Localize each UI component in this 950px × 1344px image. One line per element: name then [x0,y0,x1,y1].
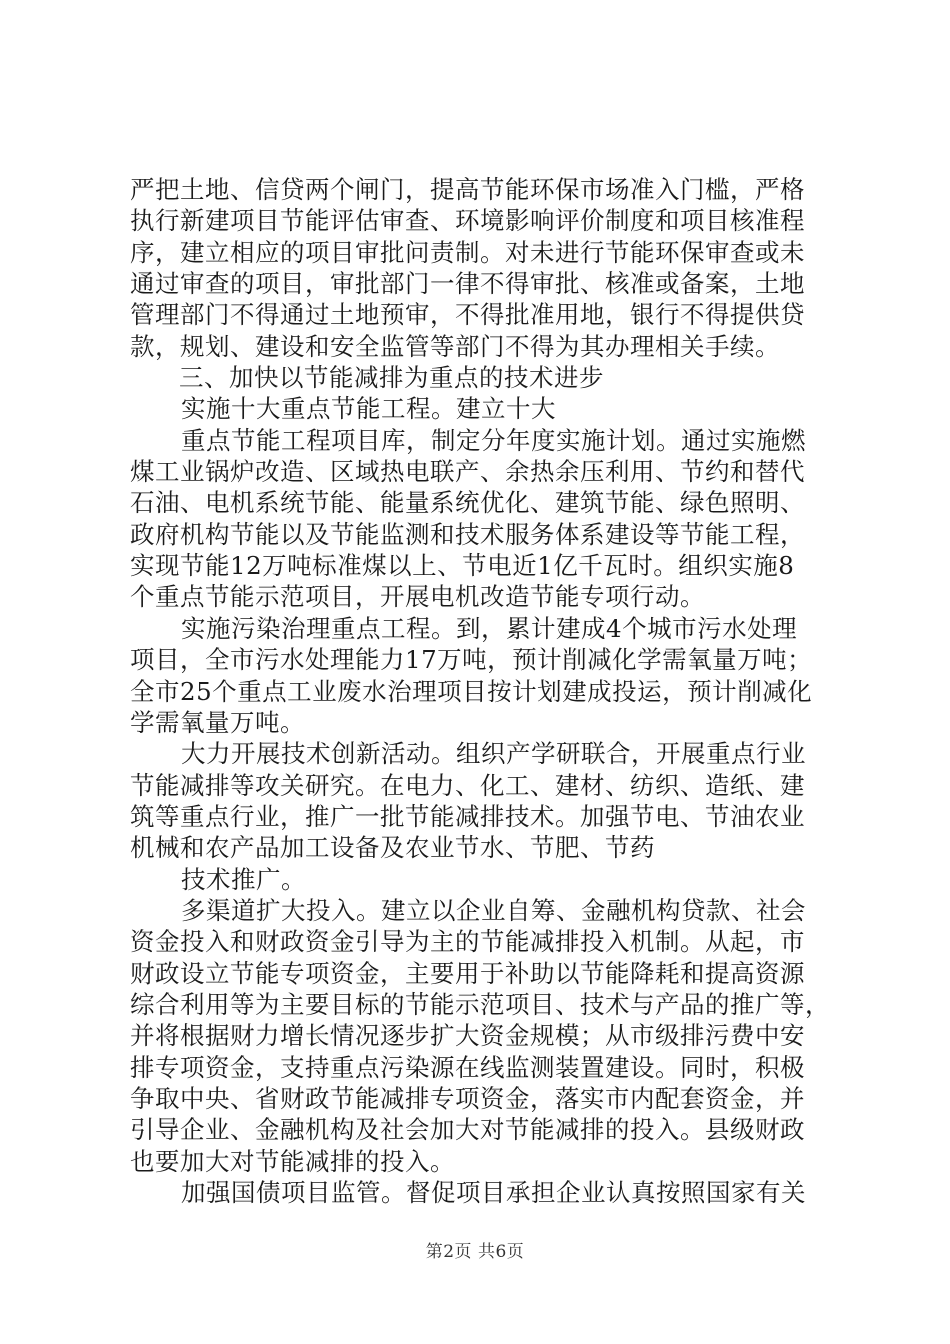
text-line: 实现节能12万吨标准煤以上、节电近1亿千瓦时。组织实施8 [130,551,795,581]
page-footer: 第2页 共6页 [425,1242,525,1262]
text-line: 多渠道扩大投入。建立以企业自筹、金融机构贷款、社会 [181,895,806,925]
text-line: 争取中央、省财政节能减排专项资金，落实市内配套资金，并 [130,1083,805,1113]
text-line: 筑等重点行业，推广一批节能减排技术。加强节电、节油农业 [130,801,805,831]
text-line: 煤工业锅炉改造、区域热电联产、余热余压利用、节约和替代 [130,457,805,487]
text-line: 也要加大对节能减排的投入。 [130,1146,455,1176]
text-line: 财政设立节能专项资金，主要用于补助以节能降耗和提高资源 [130,958,805,988]
text-line: 实施污染治理重点工程。到，累计建成4个城市污水处理 [181,613,798,643]
text-line: 机械和农产品加工设备及农业节水、节肥、节药 [130,833,655,863]
document-body [130,174,830,1208]
text-line: 个重点节能示范项目，开展电机改造节能专项行动。 [130,582,705,612]
text-line: 学需氧量万吨。 [130,707,305,737]
text-line: 实施十大重点节能工程。建立十大 [181,394,556,424]
text-line: 技术推广。 [181,864,306,894]
text-line: 引导企业、金融机构及社会加大对节能减排的投入。县级财政 [130,1115,805,1145]
text-line: 石油、电机系统节能、能量系统优化、建筑节能、绿色照明、 [130,488,805,518]
text-line: 执行新建项目节能评估审查、环境影响评价制度和项目核准程 [130,206,805,236]
text-line: 大力开展技术创新活动。组织产学研联合，开展重点行业 [181,739,806,769]
text-line: 资金投入和财政资金引导为主的节能减排投入机制。从起，市 [130,927,805,957]
text-line: 序，建立相应的项目审批问责制。对未进行节能环保审查或未 [130,237,805,267]
text-line: 并将根据财力增长情况逐步扩大资金规模；从市级排污费中安 [130,1021,805,1051]
text-line: 款，规划、建设和安全监管等部门不得为其办理相关手续。 [130,331,780,361]
text-line: 排专项资金，支持重点污染源在线监测装置建设。同时，积极 [130,1052,805,1082]
text-line: 加强国债项目监管。督促项目承担企业认真按照国家有关 [181,1178,806,1207]
text-line: 管理部门不得通过土地预审，不得批准用地，银行不得提供贷 [130,300,805,330]
text-line: 项目，全市污水处理能力17万吨，预计削减化学需氧量万吨； [130,645,813,675]
text-line: 重点节能工程项目库，制定分年度实施计划。通过实施燃 [181,425,806,455]
text-line: 全市25个重点工业废水治理项目按计划建成投运，预计削减化 [130,676,813,706]
text-line: 严把土地、信贷两个闸门，提高节能环保市场准入门槛，严格 [130,175,805,204]
text-line: 政府机构节能以及节能监测和技术服务体系建设等节能工程， [130,519,805,549]
text-line: 通过审查的项目，审批部门一律不得审批、核准或备案，土地 [130,269,805,299]
text-line: 节能减排等攻关研究。在电力、化工、建材、纺织、造纸、建 [130,770,805,800]
text-line: 综合利用等为主要目标的节能示范项目、技术与产品的推广等， [130,989,830,1019]
section-heading: 三、加快以节能减排为重点的技术进步 [179,363,604,393]
